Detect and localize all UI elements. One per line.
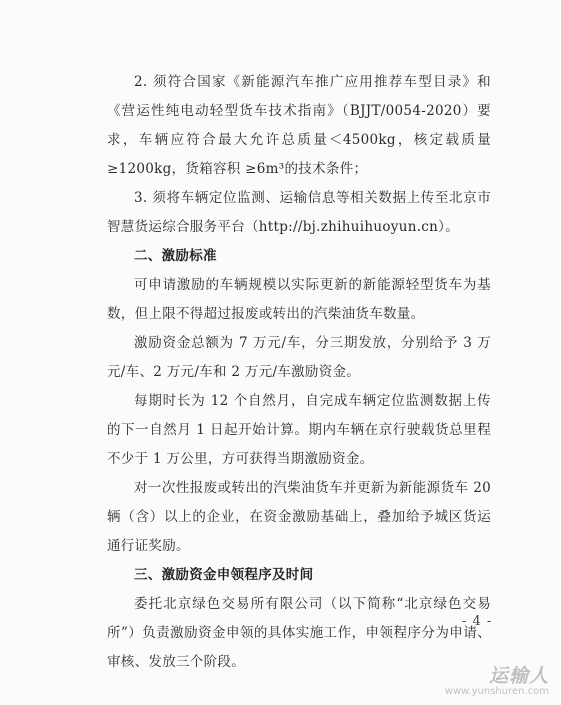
paragraph-entrusted-exchange: 委托北京绿色交易所有限公司（以下简称“北京绿色交易所”）负责激励资金申领的具体实施工作，申领程序分为申请、审核、发放三个阶段。 bbox=[107, 596, 491, 670]
watermark-url: www.yunshuren.com bbox=[444, 686, 549, 697]
paragraph-vehicle-scale: 可申请激励的车辆规模以实际更新的新能源轻型货车为基数，但上限不得超过报废或转出的汽柴油货车数量。 bbox=[107, 277, 491, 322]
watermark-logo: 运输人 bbox=[488, 665, 549, 687]
page-number: - 4 - bbox=[462, 614, 493, 629]
document-body bbox=[107, 68, 491, 677]
paragraph-permit-reward: 对一次性报废或转出的汽柴油货车并更新为新能源货车 20 辆（含）以上的企业，在资金激励基础上，叠加给予城区货运通行证奖励。 bbox=[107, 480, 491, 554]
paragraph-requirement-3: 3. 须将车辆定位监测、运输信息等相关数据上传至北京市智慧货运综合服务平台（http://bj.zhihuihuoyun.cn）。 bbox=[107, 190, 491, 235]
watermark bbox=[445, 661, 549, 697]
section-heading-application-procedure: 三、激励资金申领程序及时间 bbox=[134, 567, 314, 583]
section-heading-incentive-standard: 二、激励标准 bbox=[134, 248, 217, 264]
paragraph-incentive-amount: 激励资金总额为 7 万元/车，分三期发放，分别给予 3 万元/车、2 万元/车和 2 万元/车激励资金。 bbox=[107, 335, 491, 380]
paragraph-requirement-2: 2. 须符合国家《新能源汽车推广应用推荐车型目录》和《营运性纯电动轻型货车技术指南》（BJJT/0054-2020）要求，车辆应符合最大允许总质量＜4500kg，核定载质量≥1200kg，货箱容积 ≥6m³的技术条件； bbox=[107, 74, 491, 177]
paragraph-period-duration: 每期时长为 12 个自然月，自完成车辆定位监测数据上传的下一自然月 1 日起开始计算。期内车辆在京行驶载货总里程不少于 1 万公里，方可获得当期激励资金。 bbox=[107, 393, 491, 467]
